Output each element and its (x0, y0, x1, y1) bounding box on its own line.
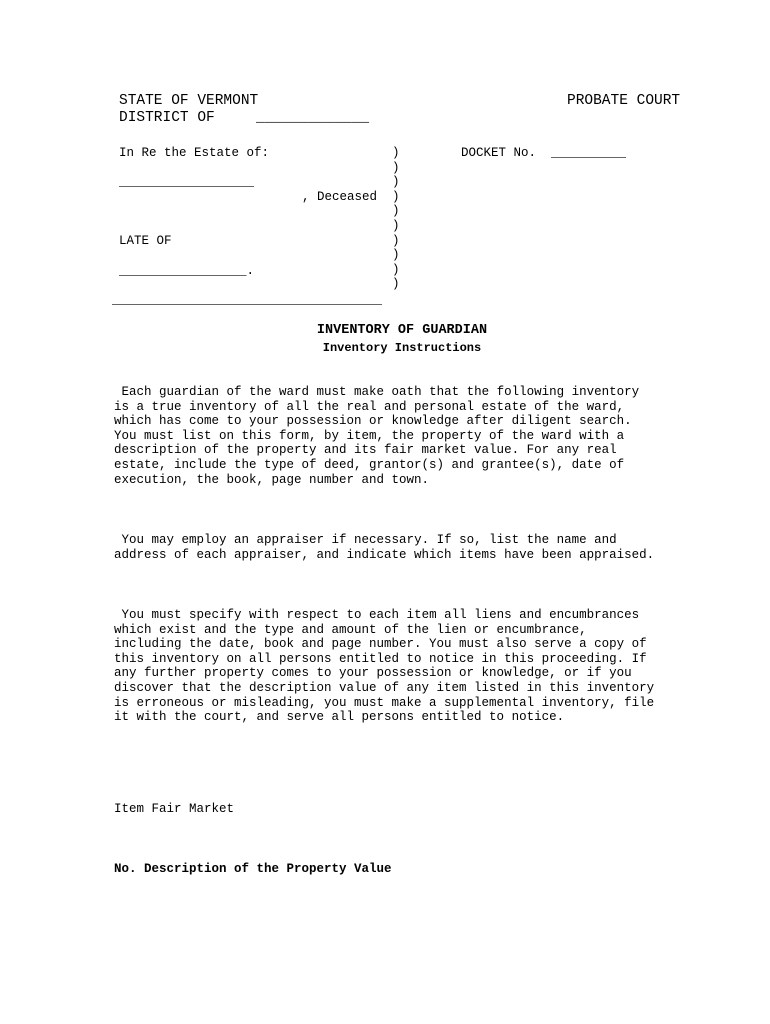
instruction-paragraph-2: You may employ an appraiser if necessary. If so, list the name and address of each appraiser, and indicate which items have been appraised. (114, 533, 655, 562)
state-heading: STATE OF VERMONT (119, 93, 259, 109)
court-heading: PROBATE COURT (567, 93, 681, 109)
docket-label: DOCKET No. (461, 146, 537, 160)
district-blank[interactable]: _____________ (256, 110, 370, 126)
table-header-bottom: No. Description of the Property Value (114, 862, 392, 876)
paren: ) (392, 204, 400, 219)
table-header-top: Item Fair Market (114, 802, 235, 816)
paren: ) (392, 218, 400, 233)
document-title: INVENTORY OF GUARDIAN (316, 323, 488, 338)
paren: ) (392, 189, 400, 204)
district-label: DISTRICT OF (119, 110, 215, 126)
late-of-blank[interactable]: _________________. (119, 264, 255, 278)
paren: ) (392, 248, 400, 263)
deceased-label: , Deceased (302, 190, 378, 204)
instruction-paragraph-1: Each guardian of the ward must make oath that the following inventory is a true inventory of all the real and personal estate of the ward, which has come to your possession or knowledge after diligent search. You must list on this form, by item, the property of the ward with a description of the property and its fair market value. For any real estate, include the type of deed, grantor(s) and grantee(s), date of execution, the book, page number and town. (114, 385, 640, 487)
caption-bottom-rule: ____________________________________ (112, 293, 383, 307)
paren: ) (392, 277, 400, 292)
paren: ) (392, 262, 400, 277)
paren: ) (392, 175, 400, 190)
document-subtitle: Inventory Instructions (322, 341, 482, 355)
in-re-label: In Re the Estate of: (119, 146, 270, 160)
paren: ) (392, 160, 400, 175)
paren: ) (392, 146, 400, 160)
decedent-name-blank[interactable]: __________________ (119, 175, 255, 189)
caption-parentheses (392, 146, 400, 292)
instruction-paragraph-3: You must specify with respect to each item all liens and encumbrances which exist and the type and amount of the lien or encumbrance, including the date, book and page number. You must also serve a copy of this inventory on all persons entitled to notice in this proceeding. If any further property comes to your possession or knowledge, or if you discover that the description value of any item listed in this inventory is erroneous or misleading, you must make a supplemental inventory, file it with the court, and serve all persons entitled to notice. (114, 608, 655, 725)
late-of-label: LATE OF (119, 234, 172, 248)
docket-blank[interactable]: __________ (551, 146, 627, 160)
paren: ) (392, 233, 400, 248)
